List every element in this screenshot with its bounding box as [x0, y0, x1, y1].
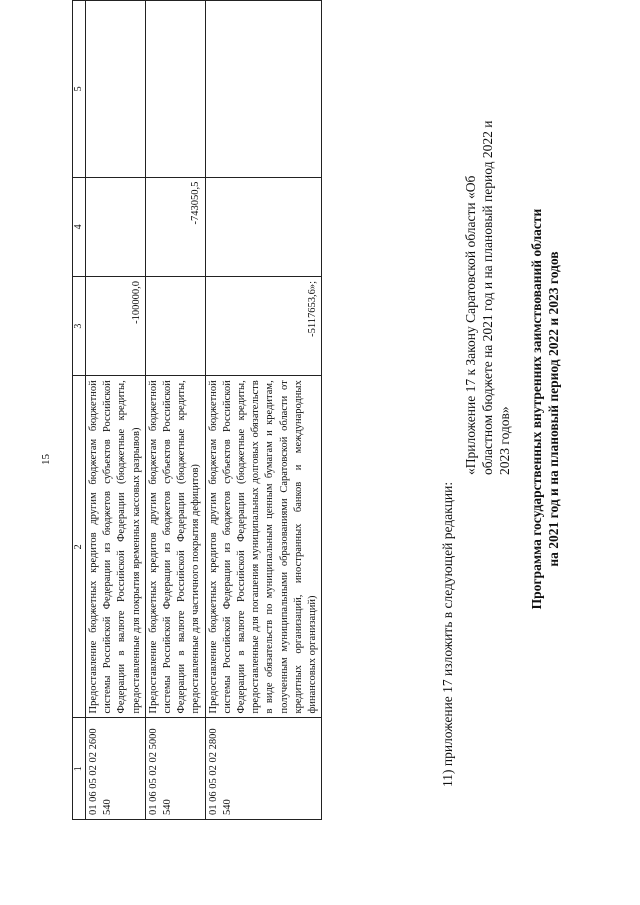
value-col5: [145, 1, 205, 178]
header-cell: 4: [73, 177, 86, 276]
appendix-reference: «Приложение 17 к Закону Саратовской области «Об областном бюджете на 2021 год и на плановый период 2022 и 2023 годов»: [463, 120, 512, 475]
value-col4: [205, 177, 322, 276]
value-col5: [86, 1, 146, 178]
value-col5: [205, 1, 322, 178]
program-title-line-2: на 2021 год и на плановый период 2022 и 2023 годов: [546, 251, 561, 567]
value-col3: -100000,0: [86, 276, 146, 375]
table-row: [86, 1, 146, 820]
value-col3: [145, 276, 205, 375]
value-col4: [86, 177, 146, 276]
table-row: [145, 1, 205, 820]
program-title: [528, 149, 562, 669]
budget-code: 01 06 05 02 02 2600 540: [86, 718, 146, 820]
budget-table: [72, 0, 322, 820]
value-col4: -743050,5: [145, 177, 205, 276]
row-description: Предоставление бюджетных кредитов другим бюджетам бюджетной системы Российской Федерации из бюджетов субъектов Российской Федерации в валюте Российской Федерации (бюджетные кредиты, предоставленные для покрытия временных кассовых разрывов): [86, 376, 146, 718]
budget-code: 01 06 05 02 02 2800 540: [205, 718, 322, 820]
header-cell: 2: [73, 376, 86, 718]
header-cell: 1: [73, 718, 86, 820]
row-description: Предоставление бюджетных кредитов другим бюджетам бюджетной системы Российской Федерации из бюджетов субъектов Российской Федерации в валюте Российской Федерации (бюджетные кредиты, предоставленные для погашения муниципальных долговых обязательств в виде обязательств по муниципальным ценным бумагам и кредитам, полученным муниципальными образованиями Саратовской области от кредитных организаций, иностранных банков и международных финансовых организаций): [205, 376, 322, 718]
budget-code: 01 06 05 02 02 5000 540: [145, 718, 205, 820]
header-cell: 5: [73, 1, 86, 178]
amendment-paragraph: 11) приложение 17 изложить в следующей редакции:: [440, 481, 455, 787]
row-description: Предоставление бюджетных кредитов другим бюджетам бюджетной системы Российской Федерации из бюджетов субъектов Российской Федерации в валюте Российской Федерации (бюджетные кредиты, предоставленные для частичного покрытия дефицитов): [145, 376, 205, 718]
table-row: [205, 1, 322, 820]
value-col3: -5117653,6»;: [205, 276, 322, 375]
table-header-row: [73, 1, 86, 820]
header-cell: 3: [73, 276, 86, 375]
page-number: 15: [40, 454, 52, 465]
program-title-line-1: Программа государственных внутренних заимствований области: [529, 208, 544, 610]
